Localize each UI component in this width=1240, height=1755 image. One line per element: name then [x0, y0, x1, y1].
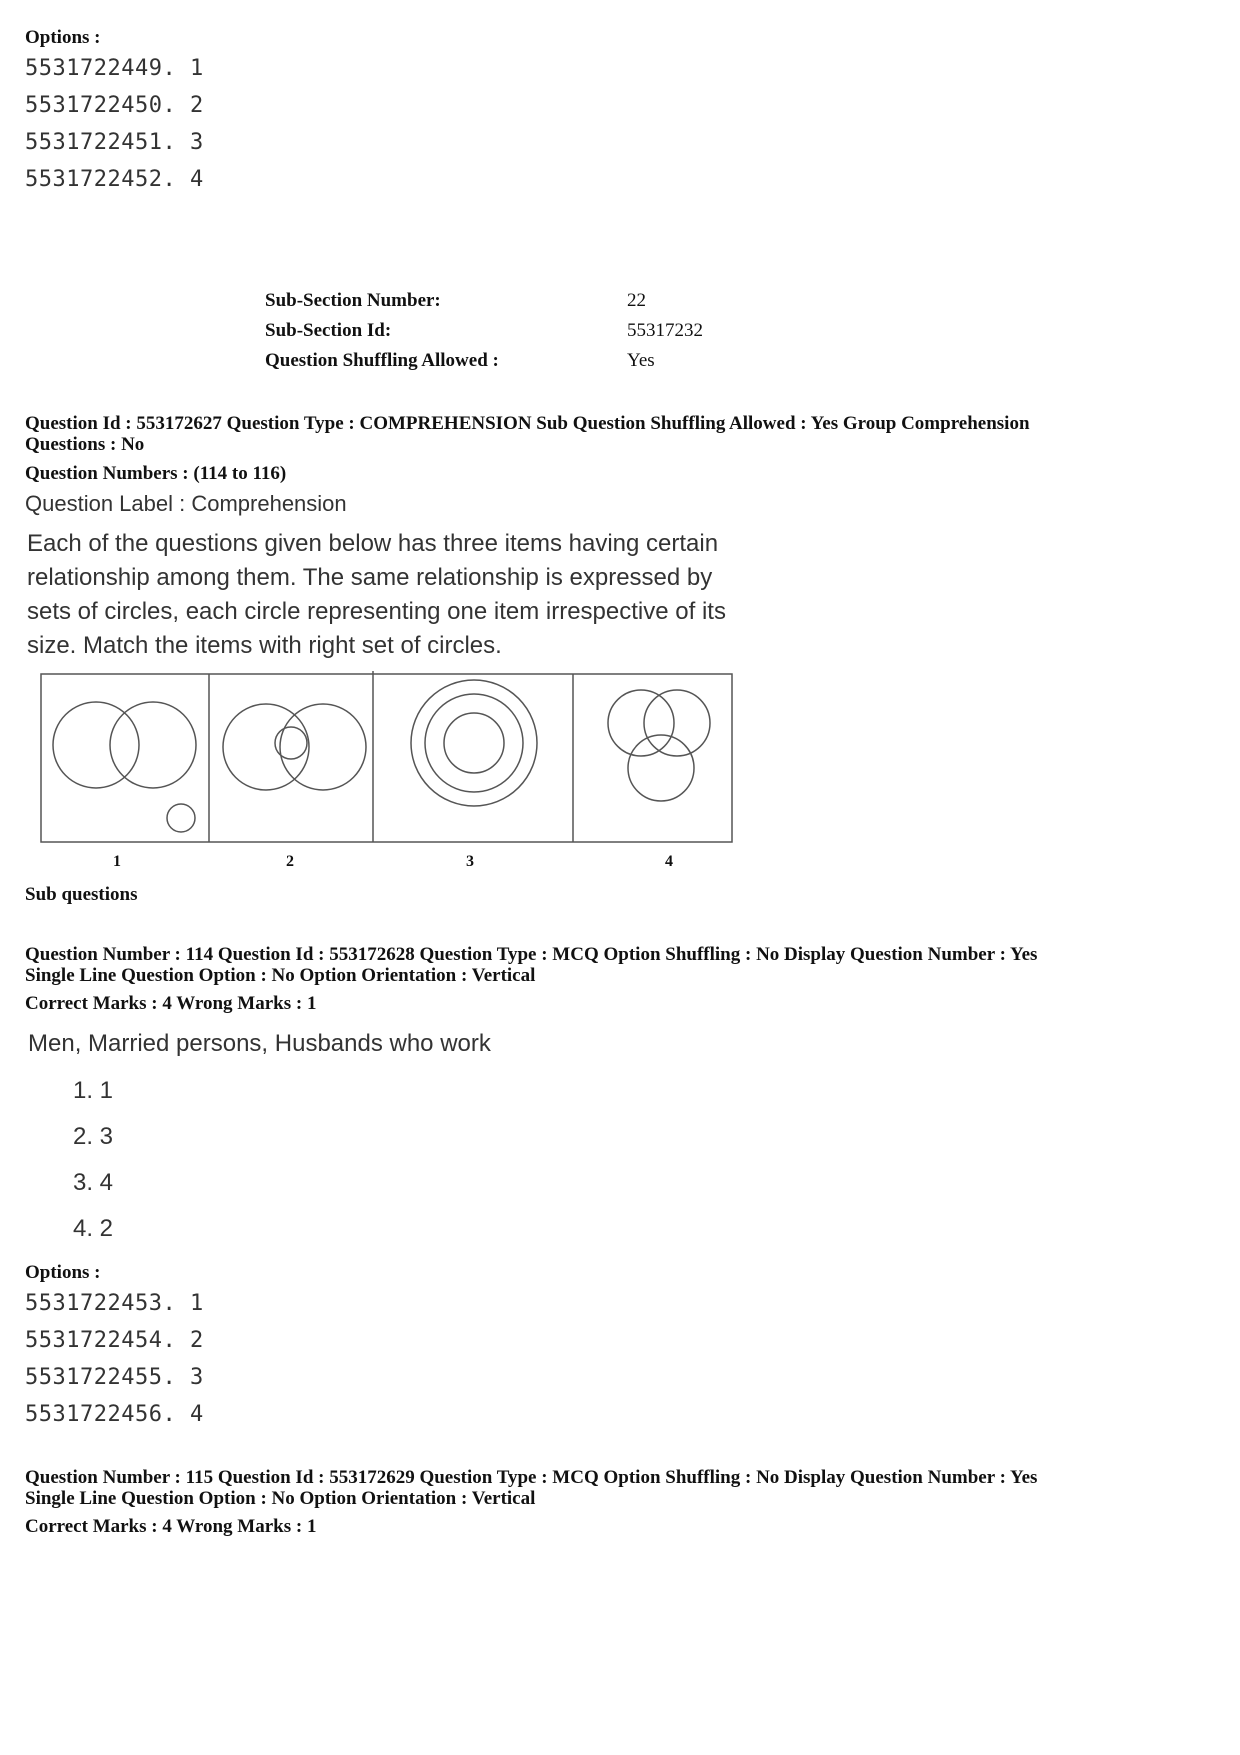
option-code: 5531722455. 3 — [25, 1365, 204, 1390]
q115-header-line1: Question Number : 115 Question Id : 553172629 Question Type : MCQ Option Shuffling : No Display Question Number : Yes — [25, 1467, 1038, 1488]
subsection-number-label: Sub-Section Number: — [265, 290, 441, 311]
passage-line: size. Match the items with right set of circles. — [27, 632, 502, 659]
sub-questions-heading: Sub questions — [25, 884, 138, 905]
circle-set-2 — [223, 704, 366, 790]
diagram-label-2: 2 — [286, 853, 294, 870]
q114-header-line2: Single Line Question Option : No Option Orientation : Vertical — [25, 965, 536, 986]
question-shuffling-value: Yes — [627, 350, 655, 371]
option-code: 5531722453. 1 — [25, 1291, 204, 1316]
diagram-label-1: 1 — [113, 853, 121, 870]
q115-header-line2: Single Line Question Option : No Option Orientation : Vertical — [25, 1488, 536, 1509]
q114-choice: 2. 3 — [73, 1123, 114, 1150]
option-code: 5531722449. 1 — [25, 56, 204, 81]
circle-set-1 — [53, 702, 196, 832]
option-code: 5531722452. 4 — [25, 167, 204, 192]
passage-line: Each of the questions given below has three items having certain — [27, 530, 719, 557]
q114-choice: 3. 4 — [73, 1169, 114, 1196]
subsection-number-value: 22 — [627, 290, 646, 311]
comprehension-header-line1: Question Id : 553172627 Question Type : COMPREHENSION Sub Question Shuffling Allowed : Yes Group Comprehension — [25, 413, 1030, 434]
q114-marks: Correct Marks : 4 Wrong Marks : 1 — [25, 993, 317, 1014]
diagram-label-3: 3 — [466, 853, 474, 870]
diagram-label-4: 4 — [665, 853, 673, 870]
q115-marks: Correct Marks : 4 Wrong Marks : 1 — [25, 1516, 317, 1537]
q114-header-line1: Question Number : 114 Question Id : 553172628 Question Type : MCQ Option Shuffling : No Display Question Number : Yes — [25, 944, 1038, 965]
q114-choice: 4. 2 — [73, 1215, 114, 1242]
q114-options-heading: Options : — [25, 1262, 101, 1283]
circle-set-3 — [411, 680, 537, 806]
comprehension-header-line2: Questions : No — [25, 434, 145, 455]
question-label: Question Label : Comprehension — [25, 491, 347, 516]
passage-line: sets of circles, each circle representing one item irrespective of its — [27, 598, 726, 625]
subsection-id-value: 55317232 — [627, 320, 703, 341]
option-code: 5531722454. 2 — [25, 1328, 204, 1353]
option-code: 5531722456. 4 — [25, 1402, 204, 1427]
options-heading: Options : — [25, 27, 101, 48]
question-shuffling-label: Question Shuffling Allowed : — [265, 350, 499, 371]
question-numbers: Question Numbers : (114 to 116) — [25, 463, 287, 484]
option-code: 5531722450. 2 — [25, 93, 204, 118]
passage-line: relationship among them. The same relationship is expressed by — [27, 564, 713, 591]
q114-question-text: Men, Married persons, Husbands who work — [28, 1030, 491, 1057]
venn-diagram-figure — [40, 668, 734, 846]
diagram-frame — [41, 674, 732, 842]
subsection-id-label: Sub-Section Id: — [265, 320, 392, 341]
option-code: 5531722451. 3 — [25, 130, 204, 155]
q114-choice: 1. 1 — [73, 1077, 114, 1104]
circle-set-4 — [608, 690, 710, 801]
